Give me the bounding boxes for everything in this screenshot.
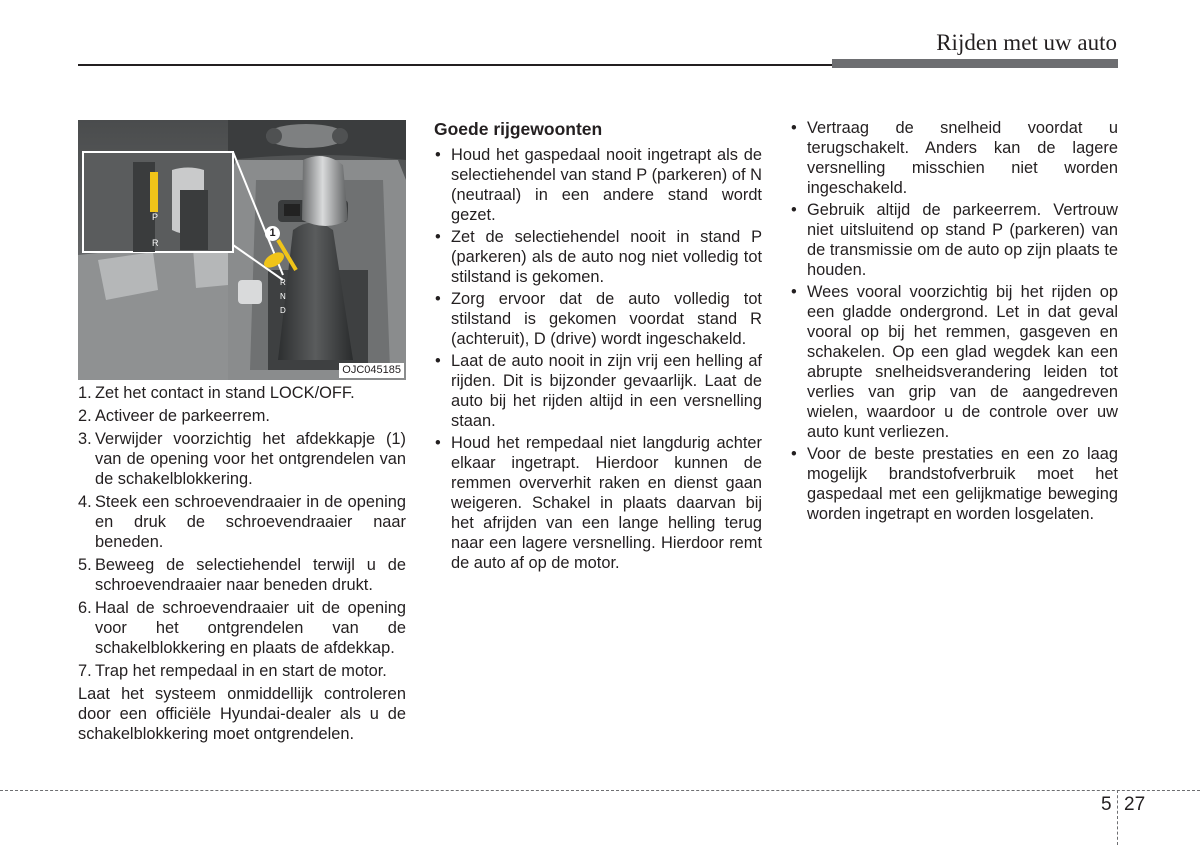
list-item: 7. Trap het rempedaal in en start de motor. — [78, 662, 387, 680]
chapter-number: 5 — [1101, 794, 1112, 815]
header-bar — [832, 59, 1118, 68]
gear-letter-r: R — [152, 238, 159, 248]
driving-habits-list-continued — [790, 118, 1118, 524]
list-item: • Zet de selectiehendel nooit in stand P (parkeren) als de auto nog niet volledig tot stilstand is gekomen. — [435, 228, 762, 286]
page-number: 27 — [1124, 794, 1146, 815]
list-item: • Voor de beste prestaties en een zo laag mogelijk brandstofverbruik moet het gaspedaal met een gelijkmatige beweging worden ingetrapt en worden losgelaten. — [791, 445, 1118, 523]
shift-lock-release-photo — [78, 120, 406, 380]
gear-letter-p: P — [152, 212, 159, 222]
callout-number: 1 — [265, 226, 280, 241]
header-rule — [78, 64, 832, 66]
release-steps-list — [78, 383, 406, 681]
shifter-letter-d: D — [280, 306, 286, 315]
list-item: • Houd het gaspedaal nooit ingetrapt als de selectiehendel van stand P (parkeren) of N (neutraal) in een andere stand wordt gezet. — [435, 146, 762, 224]
section-heading: Goede rijgewoonten — [434, 119, 603, 139]
page-header-title: Rijden met uw auto — [936, 30, 1117, 55]
shifter-letter-n: N — [280, 292, 286, 301]
list-item: • Gebruik altijd de parkeerrem. Vertrouw niet uitsluitend op stand P (parkeren) van de transmissie om de auto op zijn plaats te houden. — [791, 201, 1118, 279]
dealer-note: Laat het systeem onmiddellijk controleren door een officiële Hyundai-dealer als u de schakelblokkering moet ontgrendelen. — [78, 685, 406, 743]
list-item: • Houd het rempedaal niet langdurig achter elkaar ingetrapt. Hierdoor kunnen de remmen oververhit raken en dienst gaan weigeren. Schakel in plaats daarvan bij het afrijden van een lange helling terug naar een lagere versnelling. Hierdoor remt de auto af op de motor. — [435, 434, 762, 572]
middle-column — [434, 118, 762, 575]
footer-divider — [0, 790, 1200, 791]
list-item: 5. Beweeg de selectiehendel terwijl u de schroevendraaier naar beneden drukt. — [78, 556, 406, 594]
list-item: • Wees vooral voorzichtig bij het rijden op een gladde ondergrond. Let in dat geval vooral op bij het remmen, gasgeven en schakelen. Op een glad wegdek kan een abrupte snelheidsverandering leiden tot verlies van grip van de aangedreven wielen, waardoor u de controle over uw auto kunt verliezen. — [791, 283, 1118, 441]
shifter-letter-r: R — [280, 278, 286, 287]
right-column — [790, 118, 1118, 526]
list-item: 6. Haal de schroevendraaier uit de opening voor het ontgrendelen van de schakelblokkering en plaats de afdekkap. — [78, 599, 406, 657]
footer-vertical-divider — [1117, 790, 1118, 845]
list-item: 1. Zet het contact in stand LOCK/OFF. — [78, 384, 355, 402]
shift-lock-illustration — [78, 120, 406, 380]
list-item: • Zorg ervoor dat de auto volledig tot stilstand is gekomen voordat stand R (achteruit), D (drive) wordt ingeschakeld. — [435, 290, 762, 348]
list-item: 3. Verwijder voorzichtig het afdekkapje (1) van de opening voor het ontgrendelen van de schakelblokkering. — [78, 430, 406, 488]
list-item: • Vertraag de snelheid voordat u terugschakelt. Anders kan de lagere versnelling misschien niet worden ingeschakeld. — [791, 119, 1118, 197]
list-item: 4. Steek een schroevendraaier in de opening en druk de schroevendraaier naar beneden. — [78, 493, 406, 551]
figure-code: OJC045185 — [339, 363, 404, 378]
left-column — [78, 383, 406, 744]
driving-habits-list — [434, 145, 762, 573]
list-item: • Laat de auto nooit in zijn vrij een helling af rijden. Dit is bijzonder gevaarlijk. Laat de auto bij het rijden altijd in een versnelling staan. — [435, 352, 762, 430]
list-item: 2. Activeer de parkeerrem. — [78, 407, 270, 425]
